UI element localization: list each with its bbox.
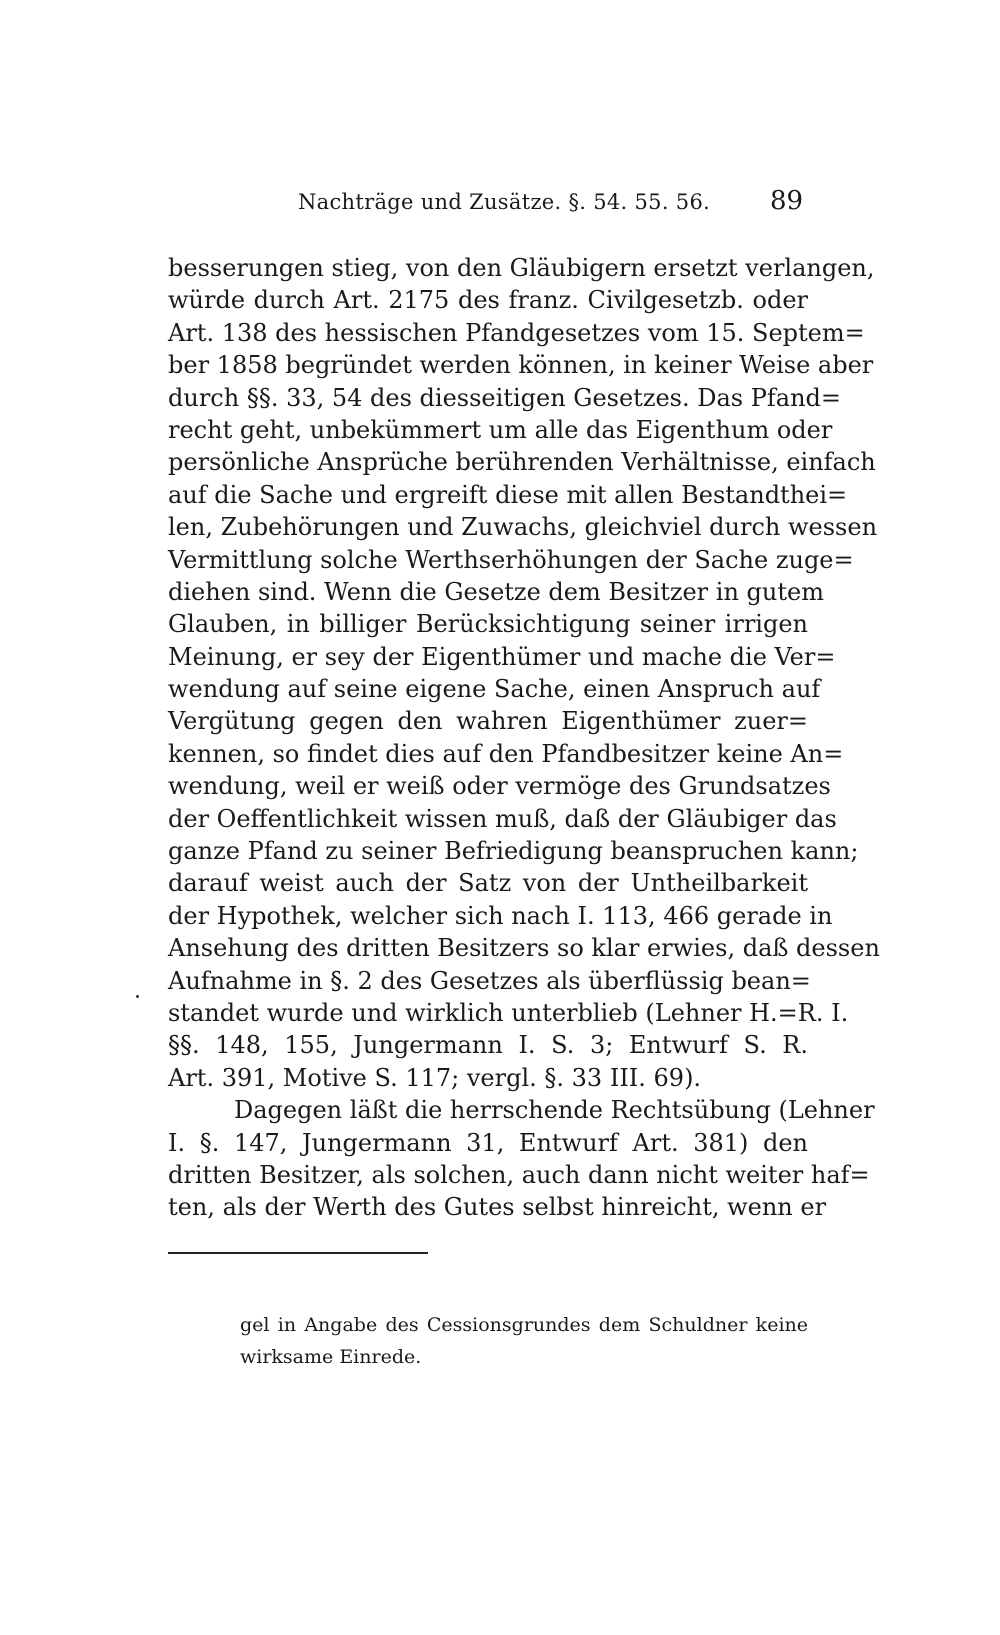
body-line: der Oeffentlichkeit wissen muß, daß der Gläubiger das: [168, 804, 837, 833]
body-line: §§. 148, 155, Jungermann I. S. 3; Entwurf S. R.: [168, 1031, 808, 1060]
body-line: Aufnahme in §. 2 des Gesetzes als überflüssig bean=: [168, 966, 811, 995]
body-line: wendung auf seine eigene Sache, einen Anspruch auf: [168, 675, 821, 704]
body-line: Art. 138 des hessischen Pfandgesetzes vom 15. Septem=: [168, 318, 865, 347]
running-head: Nachträge und Zusätze. §. 54. 55. 56.: [298, 190, 711, 214]
footnote-line: gel in Angabe des Cessionsgrundes dem Schuldner keine: [240, 1314, 808, 1336]
body-text: [168, 252, 880, 1224]
body-line: len, Zubehörungen und Zuwachs, gleichviel durch wessen: [168, 513, 878, 542]
margin-speck: [136, 995, 139, 998]
body-line: diehen sind. Wenn die Gesetze dem Besitzer in gutem: [168, 577, 824, 606]
body-line: darauf weist auch der Satz von der Untheilbarkeit: [168, 869, 808, 898]
body-line: durch §§. 33, 54 des diesseitigen Gesetzes. Das Pfand=: [168, 383, 842, 412]
body-line: ten, als der Werth des Gutes selbst hinreicht, wenn er: [168, 1193, 827, 1222]
footnote-line: wirksame Einrede.: [240, 1346, 422, 1368]
body-line: Vergütung gegen den wahren Eigenthümer zuer=: [168, 707, 808, 736]
body-line: ganze Pfand zu seiner Befriedigung beanspruchen kann;: [168, 837, 859, 866]
footnote-rule: [168, 1252, 428, 1254]
body-line: würde durch Art. 2175 des franz. Civilgesetzb. oder: [168, 286, 808, 315]
body-line: auf die Sache und ergreift diese mit allen Bestandthei=: [168, 480, 848, 509]
body-line: Glauben, in billiger Berücksichtigung seiner irrigen: [168, 610, 808, 639]
body-line: Meinung, er sey der Eigenthümer und mache die Ver=: [168, 642, 836, 671]
body-line: Art. 391, Motive S. 117; vergl. §. 33 III. 69).: [168, 1063, 702, 1092]
body-line: standet wurde und wirklich unterblieb (Lehner H.=R. I.: [168, 998, 849, 1027]
body-line: I. §. 147, Jungermann 31, Entwurf Art. 381) den: [168, 1128, 808, 1157]
body-line: der Hypothek, welcher sich nach I. 113, 466 gerade in: [168, 901, 833, 930]
body-line: besserungen stieg, von den Gläubigern ersetzt verlangen,: [168, 254, 875, 282]
footnote: [240, 1309, 808, 1373]
body-line: persönliche Ansprüche berührenden Verhältnisse, einfach: [168, 448, 876, 477]
page-number: 89: [770, 186, 804, 216]
body-line: ber 1858 begründet werden können, in keiner Weise aber: [168, 351, 874, 380]
body-line: Ansehung des dritten Besitzers so klar erwies, daß dessen: [168, 934, 880, 963]
paragraph-start-line: Dagegen läßt die herrschende Rechtsübung (Lehner: [234, 1096, 875, 1125]
body-line: dritten Besitzer, als solchen, auch dann nicht weiter haf=: [168, 1160, 870, 1189]
body-line: wendung, weil er weiß oder vermöge des Grundsatzes: [168, 772, 831, 801]
body-line: recht geht, unbekümmert um alle das Eigenthum oder: [168, 415, 833, 444]
body-line: Vermittlung solche Werthserhöhungen der Sache zuge=: [168, 545, 854, 574]
body-line: kennen, so findet dies auf den Pfandbesitzer keine An=: [168, 739, 844, 768]
